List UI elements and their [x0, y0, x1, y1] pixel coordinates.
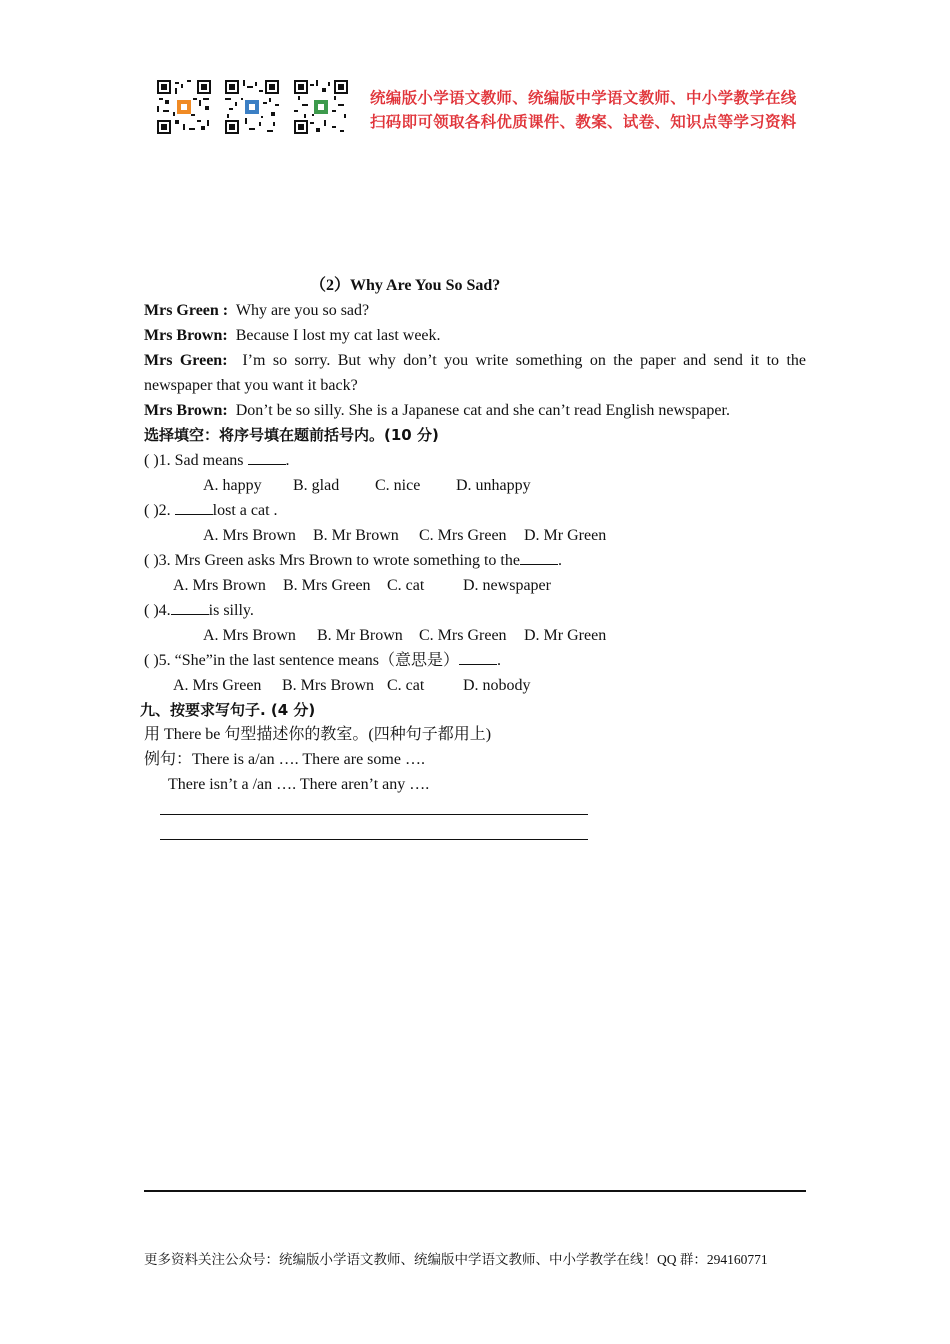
write-instruction: 用 There be 句型描述你的教室。(四种句子都用上)	[144, 726, 492, 743]
answer-blank	[171, 600, 209, 615]
qr-code-1	[157, 80, 211, 134]
option-d: D. Mr Green	[524, 627, 607, 644]
option-b: B. Mr Brown	[317, 627, 403, 644]
question-prefix: ( )3. Mrs Green asks Mrs Brown to wrote something to the	[144, 552, 520, 569]
question-prefix: ( )2.	[144, 502, 175, 519]
option-c: C. Mrs Green	[419, 527, 507, 544]
section-heading-choice: 选择填空：将序号填在题前括号内。(10 分)	[144, 426, 439, 444]
option-a: A. Mrs Green	[173, 677, 262, 694]
dialogue-text: Don’t be so silly. She is a Japanese cat and she can’t read English newspaper.	[235, 402, 730, 419]
question-5-options	[173, 673, 531, 698]
option-a: A. Mrs Brown	[203, 627, 296, 644]
answer-line	[160, 814, 588, 815]
option-d: D. unhappy	[456, 477, 531, 494]
option-c: C. cat	[387, 577, 425, 594]
option-d: D. Mr Green	[524, 527, 607, 544]
question-suffix: is silly.	[208, 602, 254, 619]
footer-text: 更多资料关注公众号：统编版小学语文教师、统编版中学语文教师、中小学教学在线！QQ 群：294160771	[144, 1252, 768, 1267]
answer-line	[160, 839, 588, 840]
qr-code-image	[157, 80, 211, 134]
dialogue-speaker: Mrs Brown:	[144, 327, 228, 344]
option-b: B. Mrs Green	[283, 577, 371, 594]
question-suffix: lost a cat .	[212, 502, 278, 519]
dialogue-text: Because I lost my cat last week.	[235, 327, 441, 344]
question-3	[144, 548, 562, 573]
question-2-options	[203, 523, 606, 548]
question-suffix: .	[497, 652, 502, 669]
question-prefix: ( )4.	[144, 602, 171, 619]
answer-blank	[248, 450, 286, 465]
dialogue-line	[144, 323, 441, 348]
question-4	[144, 598, 254, 623]
dialogue-speaker: Mrs Green:	[144, 352, 228, 369]
option-a: A. Mrs Brown	[203, 527, 296, 544]
dialogue-line	[144, 298, 369, 323]
header-promo-line-1: 统编版小学语文教师、统编版中学语文教师、中小学教学在线	[370, 89, 797, 107]
header-promo-line-2: 扫码即可领取各科优质课件、教案、试卷、知识点等学习资料	[370, 113, 797, 131]
question-4-options	[203, 623, 606, 648]
example-line-2: There isn’t a /an …. There aren’t any ….	[168, 776, 430, 793]
dialogue-line	[144, 398, 730, 423]
question-2	[144, 498, 278, 523]
qr-code-image	[225, 80, 279, 134]
option-a: A. Mrs Brown	[173, 577, 266, 594]
question-suffix: .	[557, 552, 562, 569]
question-1	[144, 448, 290, 473]
section-heading-write: 九、按要求写句子. (4 分)	[140, 701, 316, 719]
dialogue-text: Why are you so sad?	[235, 302, 370, 319]
dialogue-line	[144, 348, 806, 398]
option-c: C. cat	[387, 677, 425, 694]
option-a: A. happy	[203, 477, 262, 494]
option-b: B. Mrs Brown	[282, 677, 375, 694]
option-c: C. Mrs Green	[419, 627, 507, 644]
question-prefix: ( )5. “She”in the last sentence means（意思是）	[144, 652, 460, 669]
answer-blank	[459, 650, 497, 665]
answer-blank	[175, 500, 213, 515]
option-b: B. glad	[293, 477, 340, 494]
dialogue-text: I’m so sorry. But why don’t you write something on the paper and send it to the newspaper that you want it back?	[144, 352, 807, 394]
dialogue-speaker: Mrs Brown:	[144, 402, 228, 419]
qr-code-3	[294, 80, 348, 134]
question-5	[144, 648, 501, 673]
qr-code-image	[294, 80, 348, 134]
option-d: D. nobody	[463, 677, 531, 694]
question-prefix: ( )1. Sad means	[144, 452, 248, 469]
answer-blank	[520, 550, 558, 565]
option-c: C. nice	[375, 477, 421, 494]
footer-divider	[144, 1190, 806, 1192]
passage-title: （2）Why Are You So Sad?	[310, 277, 501, 294]
dialogue-speaker: Mrs Green :	[144, 302, 229, 319]
example-line-1: 例句：There is a/an …. There are some ….	[144, 751, 425, 768]
question-suffix: .	[285, 452, 290, 469]
qr-code-2	[225, 80, 279, 134]
option-d: D. newspaper	[463, 577, 551, 594]
question-3-options	[173, 573, 551, 598]
question-1-options	[203, 473, 531, 498]
option-b: B. Mr Brown	[313, 527, 399, 544]
